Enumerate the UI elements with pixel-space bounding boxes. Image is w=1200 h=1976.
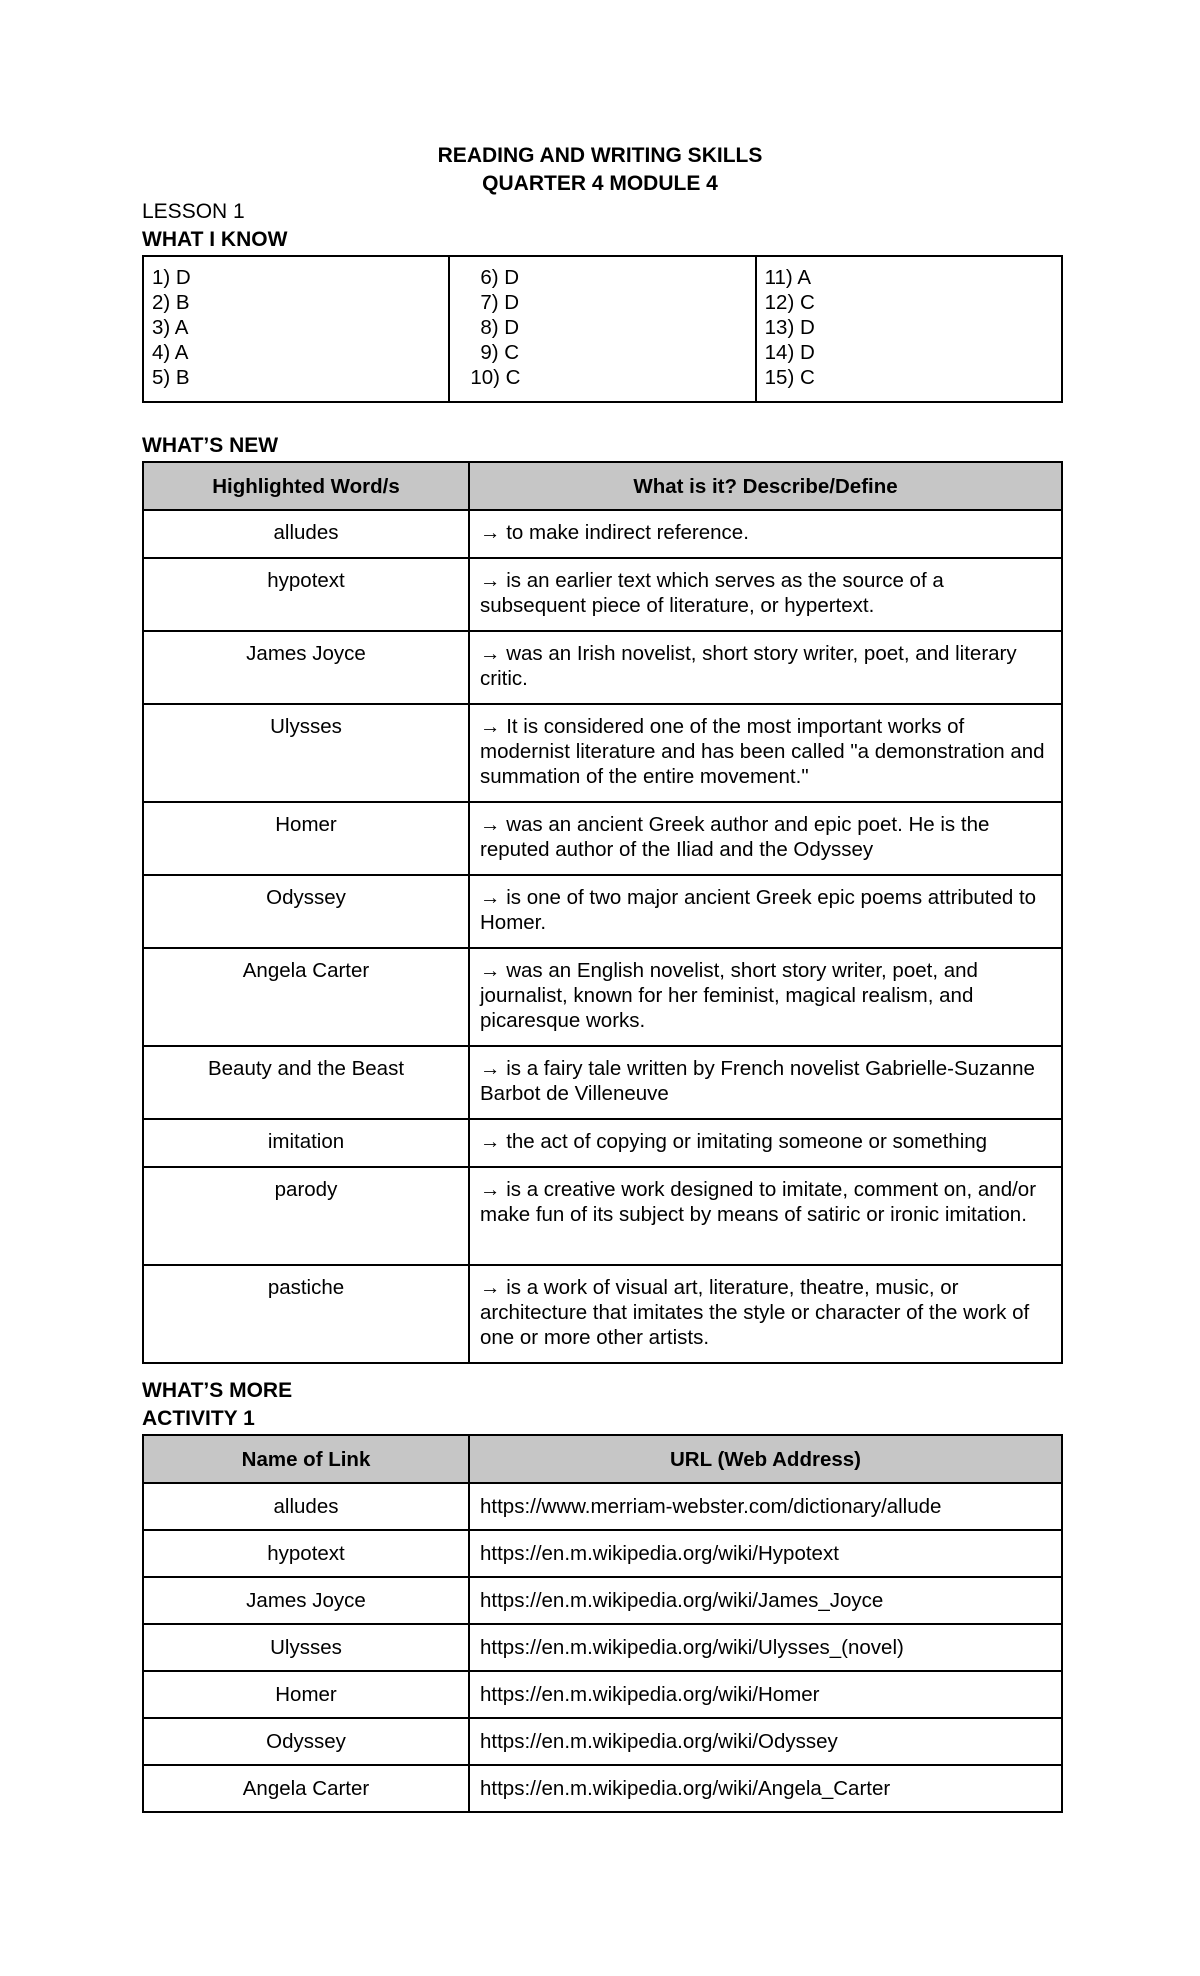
answer: 4) A <box>152 341 189 364</box>
highlighted-word: Ulysses <box>270 715 342 738</box>
link-url: https://en.m.wikipedia.org/wiki/Homer <box>480 1683 820 1706</box>
lesson-label: LESSON 1 <box>142 200 245 223</box>
answer: 7) D <box>480 291 520 314</box>
answer: 10) C <box>470 366 521 389</box>
table-row <box>143 1671 1062 1718</box>
link-name: Odyssey <box>266 1730 346 1753</box>
table-row <box>143 875 1062 948</box>
what-i-know-table <box>142 255 1063 403</box>
table-row <box>143 1765 1062 1812</box>
highlighted-word: alludes <box>273 521 339 544</box>
definition: → was an Irish novelist, short story writer, poet, and literary critic. <box>480 642 1017 690</box>
definition: → is a fairy tale written by French novelist Gabrielle-Suzanne Barbot de Villeneuve <box>480 1057 1035 1105</box>
table-row <box>143 1718 1062 1765</box>
answer: 15) C <box>764 366 815 389</box>
definition: → was an English novelist, short story writer, poet, and journalist, known for her feminist, magical realism, and picaresque works. <box>480 959 978 1032</box>
link-url: https://www.merriam-webster.com/dictionary/allude <box>480 1495 942 1518</box>
table-row <box>143 1624 1062 1671</box>
link-name: hypotext <box>267 1542 345 1565</box>
answer: 2) B <box>152 291 190 314</box>
link-name: James Joyce <box>246 1589 366 1612</box>
answer: 1) D <box>152 266 191 289</box>
table-row <box>143 1483 1062 1530</box>
table-row <box>143 510 1062 558</box>
link-name: Homer <box>275 1683 337 1706</box>
table-row <box>143 1530 1062 1577</box>
table-row <box>143 704 1062 802</box>
answer: 11) A <box>764 266 812 289</box>
definition: → to make indirect reference. <box>480 521 749 544</box>
document-title: READING AND WRITING SKILLS <box>437 144 763 167</box>
what-i-know-heading: WHAT I KNOW <box>142 228 288 251</box>
link-name: Ulysses <box>270 1636 342 1659</box>
answer: 5) B <box>152 366 190 389</box>
definition: → is one of two major ancient Greek epic poems attributed to Homer. <box>480 886 1037 934</box>
document-subtitle: QUARTER 4 MODULE 4 <box>482 172 718 195</box>
column-header-url: URL (Web Address) <box>469 1435 1062 1483</box>
link-url: https://en.m.wikipedia.org/wiki/Ulysses_(novel) <box>480 1636 904 1659</box>
definition: → the act of copying or imitating someone or something <box>480 1130 988 1153</box>
definition: → is a creative work designed to imitate, comment on, and/or make fun of its subject by means of satiric or ironic imitation. <box>480 1178 1037 1226</box>
table-row <box>143 948 1062 1046</box>
highlighted-word: parody <box>274 1178 338 1201</box>
whats-new-heading: WHAT’S NEW <box>142 434 279 457</box>
definition: → is an earlier text which serves as the source of a subsequent piece of literature, or hypertext. <box>480 569 944 617</box>
link-url: https://en.m.wikipedia.org/wiki/Odyssey <box>480 1730 838 1753</box>
answer: 12) C <box>764 291 815 314</box>
table-row <box>143 631 1062 704</box>
column-header-definition: What is it? Describe/Define <box>469 462 1062 510</box>
table-row <box>143 558 1062 631</box>
table-row <box>143 1265 1062 1363</box>
answers-column-1 <box>143 256 449 402</box>
highlighted-word: Homer <box>275 813 337 836</box>
answer: 3) A <box>152 316 189 339</box>
table-row <box>143 1577 1062 1624</box>
link-url: https://en.m.wikipedia.org/wiki/Hypotext <box>480 1542 839 1565</box>
links-table <box>142 1434 1063 1813</box>
answer: 13) D <box>764 316 815 339</box>
whats-more-heading: WHAT’S MORE <box>142 1379 293 1402</box>
highlighted-word: Angela Carter <box>242 959 370 982</box>
definition: → was an ancient Greek author and epic poet. He is the reputed author of the Iliad and the Odyssey <box>480 813 990 861</box>
column-header-word: Highlighted Word/s <box>143 462 469 510</box>
table-row <box>143 1046 1062 1119</box>
table-row <box>143 1167 1062 1265</box>
link-name: alludes <box>273 1495 339 1518</box>
answer: 8) D <box>480 316 520 339</box>
link-name: Angela Carter <box>242 1777 370 1800</box>
answers-column-2 <box>449 256 755 402</box>
column-header-name: Name of Link <box>143 1435 469 1483</box>
activity-heading: ACTIVITY 1 <box>142 1407 255 1430</box>
highlighted-word: hypotext <box>267 569 345 592</box>
highlighted-word: pastiche <box>267 1276 345 1299</box>
table-row <box>143 1119 1062 1167</box>
table-row <box>143 802 1062 875</box>
definition: → It is considered one of the most important works of modernist literature and has been called "a demonstration and summation of the entire movement." <box>480 715 1045 788</box>
highlighted-word: Beauty and the Beast <box>207 1057 405 1080</box>
answer: 9) C <box>480 341 520 364</box>
link-url: https://en.m.wikipedia.org/wiki/Angela_Carter <box>480 1777 891 1800</box>
highlighted-word: James Joyce <box>246 642 366 665</box>
link-url: https://en.m.wikipedia.org/wiki/James_Joyce <box>480 1589 884 1612</box>
answer: 14) D <box>764 341 815 364</box>
highlighted-word: Odyssey <box>266 886 346 909</box>
highlighted-word: imitation <box>267 1130 345 1153</box>
definition: → is a work of visual art, literature, theatre, music, or architecture that imitates the style or character of the work of one or more other artists. <box>480 1276 1030 1349</box>
answers-column-3 <box>756 256 1062 402</box>
whats-new-table <box>142 461 1063 1364</box>
answer: 6) D <box>480 266 520 289</box>
